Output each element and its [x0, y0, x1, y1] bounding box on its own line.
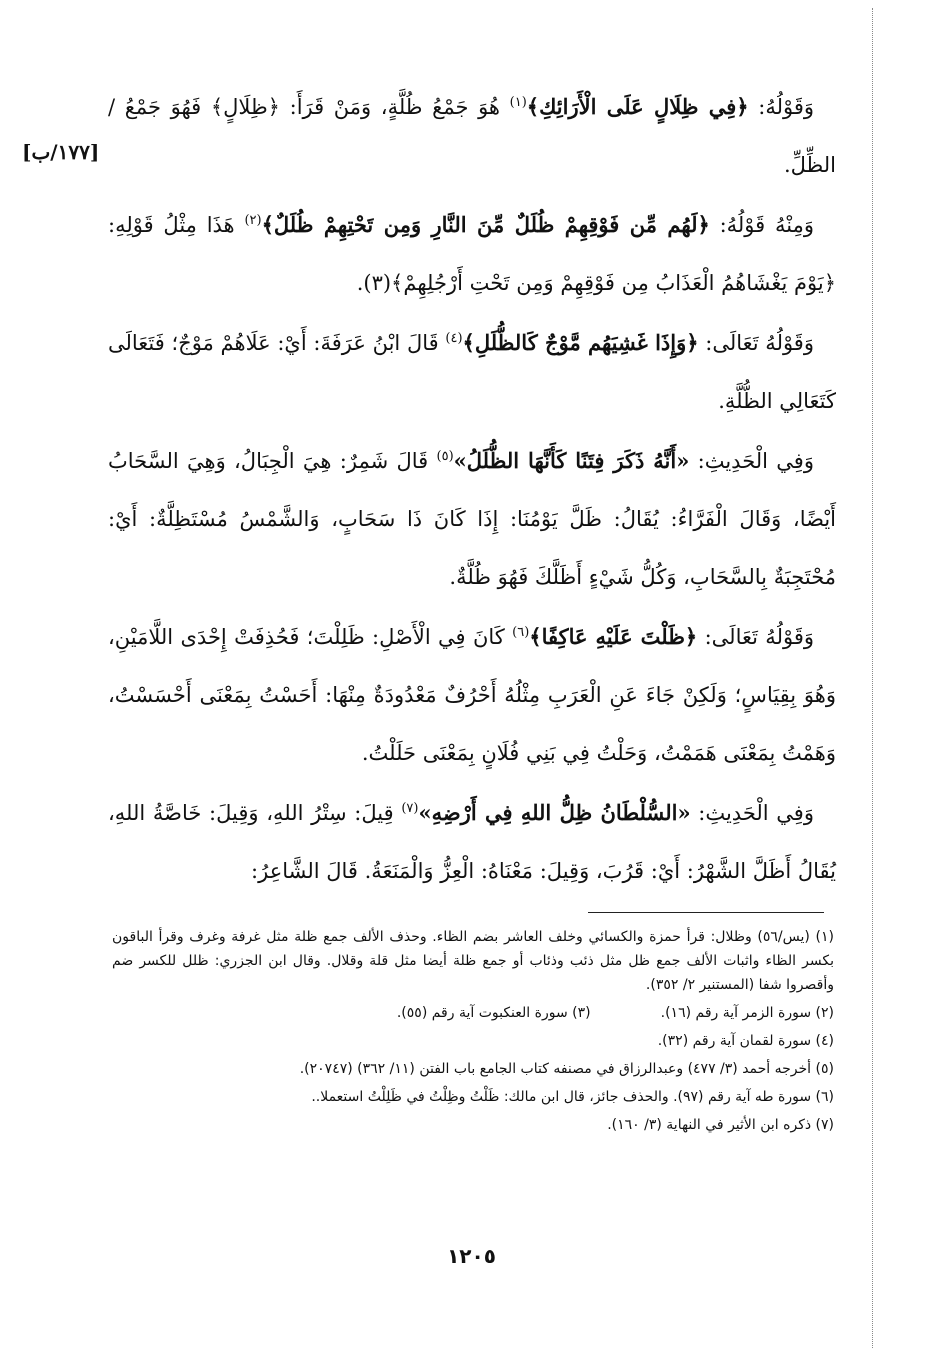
paragraph-body: قِيلَ: سِتْرُ اللهِ، وَقِيلَ: خَاصَّةُ اللهِ، يُقَالُ أَظَلَّ الشَّهْرُ: أَيْ: قَرُبَ، وَقِيلَ: مَعْنَاهُ: الْعِزُّ وَالْمَنَعَةُ. قَالَ الشَّاعِرُ:	[108, 801, 836, 883]
footnote-ref[interactable]: (٢)	[244, 213, 262, 228]
paragraph-lead: وَقَوْلُهُ:	[748, 95, 815, 119]
paragraph-lead: وَقَوْلُهُ تَعَالَى:	[698, 331, 814, 355]
footnote-3: (٣) سورة العنكبوت آية رقم (٥٥).	[396, 1005, 591, 1021]
paragraph-body: كَانَ فِي الْأَصْلِ: ظَلِلْتَ؛ فَحُذِفَتْ إِحْدَى اللَّامَيْنِ، وَهُوَ بِقِيَاسٍ؛ وَلَكِنْ جَاءَ عَنِ الْعَرَبِ مِثْلُهُ أَحْرُفٌ مَعْدُودَةٌ مِنْهَا: أَحَسْتُ بِمَعْنَى أَحْسَسْتُ، وَهَمْتُ بِمَعْنَى هَمَمْتُ، وَحَلْتُ فِي بَنِي فُلَانٍ بِمَعْنَى حَلَلْتُ.	[108, 625, 836, 765]
paragraph-5	[108, 608, 836, 782]
footnote-5: (٥) أخرجه أحمد (٣/ ٤٧٧) وعبدالرزاق في مصنفه كتاب الجامع باب الفتن (١١/ ٣٦٢) (٢٠٧٤٧).	[299, 1061, 834, 1077]
paragraph-lead: وَفِي الْحَدِيثِ:	[690, 801, 814, 825]
footnote-separator	[588, 912, 824, 913]
footnote-7: (٧) ذكره ابن الأثير في النهاية (٣/ ١٦٠).	[607, 1117, 834, 1133]
paragraph-body: قَالَ شَمِرٌ: هِيَ الْجِبَالُ، وَهِيَ السَّحَابُ أَيْضًا، وَقَالَ الْفَرَّاءُ: يُقَالُ: ظَلَّ يَوْمُنَا: إِذَا كَانَ ذَا سَحَابٍ، وَالشَّمْسُ مُسْتَظِلَّةٌ: أَيْ: مُحْتَجِبَةٌ بِالسَّحَابِ، وَكُلُّ شَيْءٍ أَظَلَّكَ فَهُوَ ظُلَّةٌ.	[108, 449, 836, 589]
paragraph-lead: وَقَوْلُهُ تَعَالَى:	[697, 625, 814, 649]
margin-dotted-line	[872, 8, 873, 1348]
paragraph-body: هَذَا مِثْلُ قَوْلِهِ: ﴿يَوْمَ يَغْشَاهُمُ الْعَذَابُ مِن فَوْقِهِمْ وَمِن تَحْتِ أَرْجُلِهِمْ﴾(٣).	[108, 213, 836, 295]
page-number: ١٢٠٥	[447, 1244, 496, 1268]
footnote-1: (١) (يس/٥٦) وظلال: قرأ حمزة والكسائي وخلف العاشر بضم الظاء. وحذف الألف جمع ظلة مثل غرفة وغرف وقرأ الباقون بكسر الظاء واثبات الألف جمع ظل مثل ذئب وذئاب أو جمع ظلة أيضا مثل قلة وقلال. وقال ابن الجزري: ظلل للكسر ضم وأقصروا شفا (المستنير ٢/ ٣٥٢).	[112, 929, 834, 993]
paragraph-1	[108, 78, 836, 194]
footnote-ref[interactable]: (٦)	[512, 625, 530, 640]
footnotes	[112, 925, 834, 1141]
paragraph-6	[108, 784, 836, 900]
paragraph-body: قَالَ ابْنُ عَرَفَةَ: أَيْ: عَلَاهُمْ مَوْجٌ؛ فَتَعَالَى كَتَعَالِي الظُّلَّةِ.	[108, 331, 836, 413]
quran-quote: ﴿فِي ظِلَالٍ عَلَى الْأَرَائِكِ﴾	[526, 94, 749, 119]
quran-quote: ﴿ظَلْتَ عَلَيْهِ عَاكِفًا﴾	[529, 624, 698, 649]
quran-quote: ﴿وَإِذَا غَشِيَهُم مَّوْجٌ كَالظُّلَلِ﴾	[462, 330, 699, 355]
footnote-4: (٤) سورة لقمان آية رقم (٣٢).	[657, 1033, 834, 1049]
main-text	[108, 78, 836, 902]
paragraph-lead: وَمِنْهُ قَوْلُهُ:	[709, 213, 814, 237]
footnote-ref[interactable]: (٤)	[445, 331, 463, 346]
hadith-quote: «أَنَّهُ ذَكَرَ فِتَنًا كَأَنَّهَا الظُّلَلُ»	[453, 448, 690, 473]
quran-quote: ﴿لَهُم مِّن فَوْقِهِمْ ظُلَلٌ مِّنَ النَّارِ وَمِن تَحْتِهِمْ ظُلَلٌ﴾	[261, 212, 710, 237]
paragraph-body: هُوَ جَمْعُ ظُلَّةٍ، وَمَنْ قَرَأَ: ﴿ظِلَالٍ﴾ فَهُوَ جَمْعُ / الظِّلِّ.	[108, 95, 836, 177]
paragraph-lead: وَفِي الْحَدِيثِ:	[689, 449, 814, 473]
footnote-2: (٢) سورة الزمر آية رقم (١٦).	[660, 1005, 834, 1021]
footnote-ref[interactable]: (٥)	[436, 449, 454, 464]
footnote-6: (٦) سورة طه آية رقم (٩٧). والحذف جائز، قال ابن مالك: ظَلْتُ وظِلْتُ في ظَلِلْتُ استعملا..	[311, 1089, 834, 1105]
footnote-ref[interactable]: (١)	[509, 95, 527, 110]
paragraph-2	[108, 196, 836, 312]
paragraph-4	[108, 432, 836, 606]
footnote-ref[interactable]: (٧)	[401, 801, 419, 816]
manuscript-folio-marker: [١٧٧/ب]	[22, 140, 100, 164]
paragraph-3	[108, 314, 836, 430]
hadith-quote: «السُّلْطَانُ ظِلُّ اللهِ فِي أَرْضِهِ»	[418, 800, 691, 825]
footnote-row	[112, 1001, 834, 1025]
